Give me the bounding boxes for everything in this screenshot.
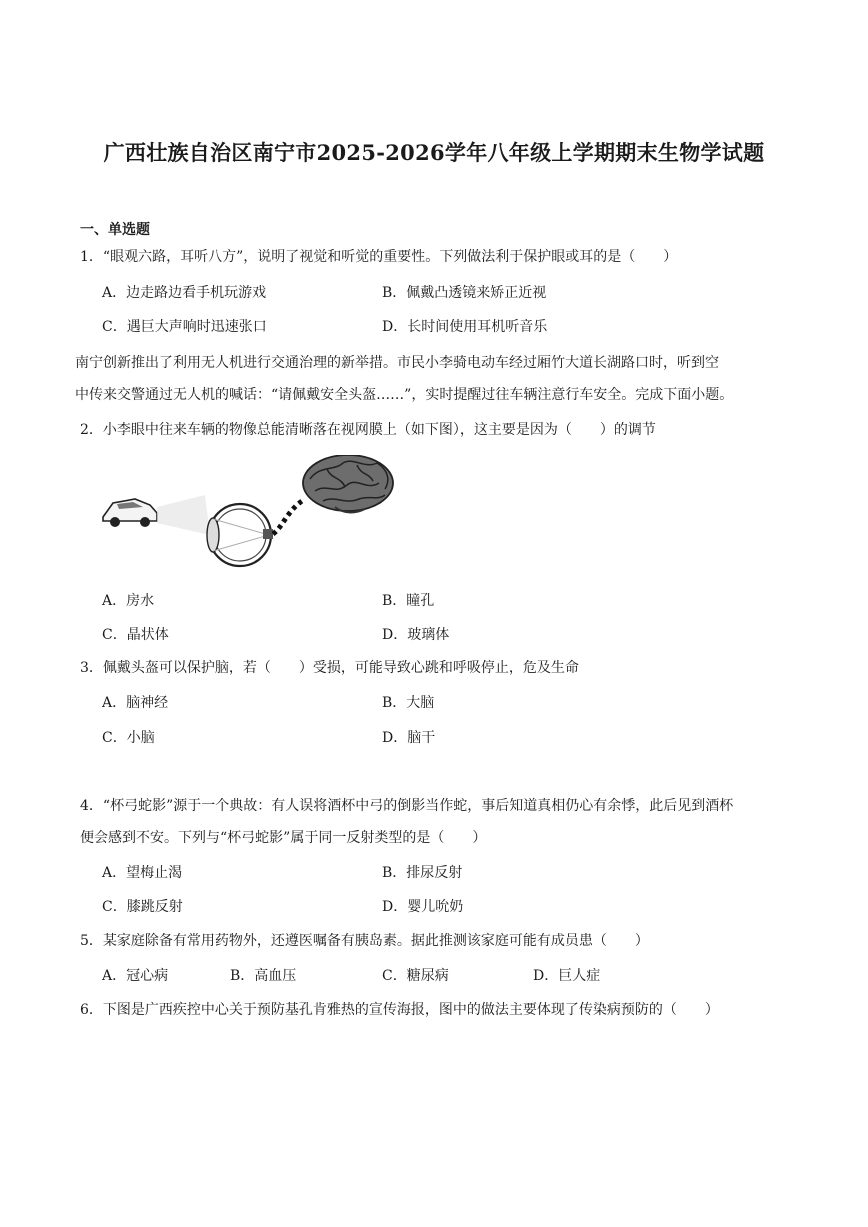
question-4-option-d[interactable]: D．婴儿吮奶 [382,899,464,915]
section-heading: 一、单选题 [80,222,150,238]
question-2-option-d[interactable]: D．玻璃体 [382,627,450,643]
question-3-stem: 3．佩戴头盔可以保护脑，若（ ）受损，可能导致心跳和呼吸停止，危及生命 [80,660,579,676]
question-5-option-d[interactable]: D．巨人症 [533,968,601,984]
question-2-option-b[interactable]: B．瞳孔 [382,593,435,609]
question-1-option-a[interactable]: A．边走路边看手机玩游戏 [102,285,267,301]
passage-line-2: 中传来交警通过无人机的喊话：“请佩戴安全头盔……”，实时提醒过往车辆注意行车安全。完成下面小题。 [75,387,734,403]
brain-icon [303,455,393,513]
question-3-option-d[interactable]: D．脑干 [382,730,436,746]
question-4-stem-line-2: 便会感到不安。下列与“杯弓蛇影”属于同一反射类型的是（ ） [80,830,487,846]
question-1-option-b[interactable]: B．佩戴凸透镜来矫正近视 [382,285,547,301]
eyeball-icon [207,504,273,566]
question-1-option-d[interactable]: D．长时间使用耳机听音乐 [382,319,548,335]
question-4-option-c[interactable]: C．膝跳反射 [102,899,183,915]
question-3-option-b[interactable]: B．大脑 [382,695,435,711]
question-2-option-c[interactable]: C．晶状体 [102,627,169,643]
question-5-option-b[interactable]: B．高血压 [230,968,297,984]
question-5-option-c[interactable]: C．糖尿病 [382,968,449,984]
question-2-option-a[interactable]: A．房水 [102,593,155,609]
question-6-stem: 6．下图是广西疾控中心关于预防基孔肯雅热的宣传海报，图中的做法主要体现了传染病预防的（ ） [80,1002,719,1018]
passage-line-1: 南宁创新推出了利用无人机进行交通治理的新举措。市民小李骑电动车经过厢竹大道长湖路口时，听到空 [75,355,719,371]
question-4-stem-line-1: 4．“杯弓蛇影”源于一个典故：有人误将酒杯中弓的倒影当作蛇，事后知道真相仍心有余悸，此后见到酒杯 [80,798,734,814]
car-icon [103,495,210,535]
page-title: 广西壮族自治区南宁市2025-2026学年八年级上学期期末生物学试题 [103,140,765,165]
eye-vision-figure [95,455,415,570]
question-2-stem: 2．小李眼中往来车辆的物像总能清晰落在视网膜上（如下图），这主要是因为（ ）的调节 [80,422,656,438]
question-5-stem: 5．某家庭除备有常用药物外，还遵医嘱备有胰岛素。据此推测该家庭可能有成员患（ ） [80,933,649,949]
question-1-stem: 1．“眼观六路，耳听八方”，说明了视觉和听觉的重要性。下列做法利于保护眼或耳的是（ ） [80,249,678,265]
question-3-option-c[interactable]: C．小脑 [102,730,155,746]
question-4-option-a[interactable]: A．望梅止渴 [102,865,183,881]
optic-nerve-dashed [273,499,305,534]
question-5-option-a[interactable]: A．冠心病 [102,968,169,984]
question-4-option-b[interactable]: B．排尿反射 [382,865,463,881]
question-3-option-a[interactable]: A．脑神经 [102,695,169,711]
question-1-option-c[interactable]: C．遇巨大声响时迅速张口 [102,319,267,335]
